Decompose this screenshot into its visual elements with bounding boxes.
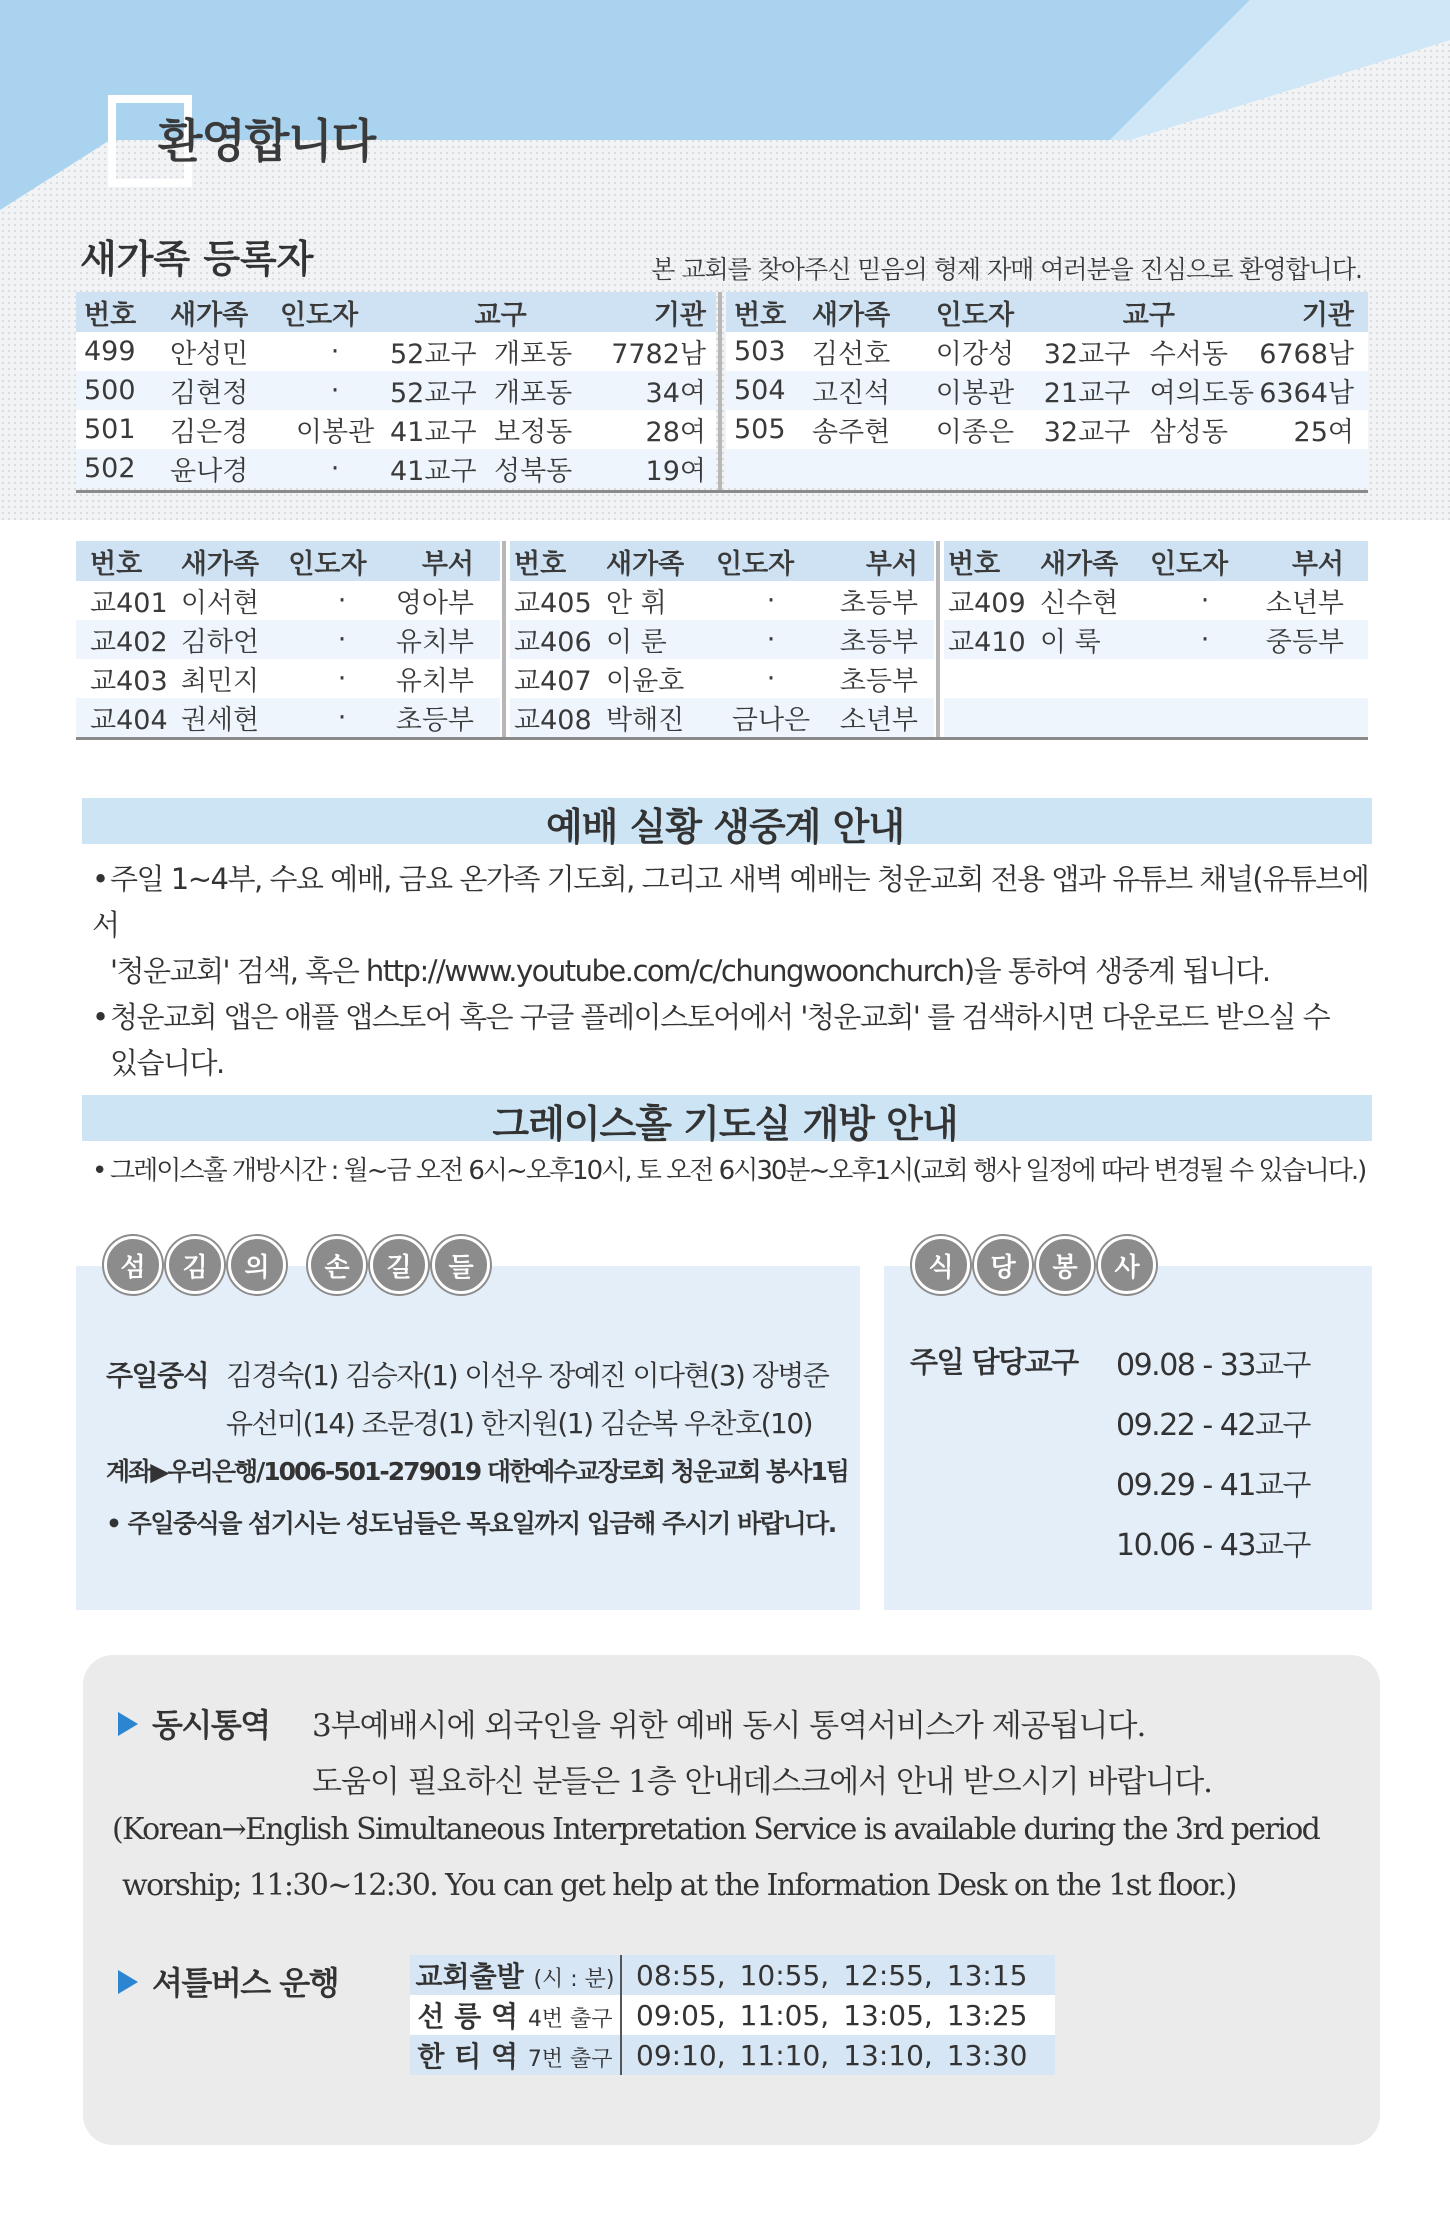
col-header: 교구 <box>390 292 611 332</box>
table-row: 501 김은경 이봉관 41교구 보정동 28여 <box>76 410 716 449</box>
badge-char: 식 <box>912 1236 970 1294</box>
youth-table-col1 <box>76 541 500 737</box>
table-row: 교410 이 룩 · 중등부 <box>944 620 1368 659</box>
col-header: 교구 <box>1044 292 1254 332</box>
serving-names-2: 유선미(14) 조문경(1) 한지원(1) 김순복 우찬호(10) <box>226 1407 813 1440</box>
serving-note: • 주일중식을 섬기시는 성도님들은 목요일까지 입금해 주시기 바랍니다. <box>106 1509 836 1538</box>
column-divider <box>502 541 506 737</box>
shuttle-stop-sub: (시 : 분) <box>533 1967 615 1992</box>
adult-table <box>76 292 1368 493</box>
col-header: 부서 <box>396 541 500 581</box>
youth-table <box>76 541 1368 740</box>
triangle-bullet-icon <box>118 1712 138 1736</box>
col-header: 기관 <box>611 292 716 332</box>
col-header: 부서 <box>826 541 934 581</box>
col-header: 인도자 <box>280 292 390 332</box>
table-row: 502 윤나경 · 41교구 성북동 19여 <box>76 449 716 488</box>
table-row: 교403 최민지 · 유치부 <box>76 659 500 698</box>
welcome-text: 본 교회를 찾아주신 믿음의 형제 자매 여러분을 진심으로 환영합니다. <box>651 255 1362 284</box>
shuttle-stop: 교회출발 <box>415 1960 524 1993</box>
cafeteria-schedule-item: 09.29 - 41교구 <box>1116 1468 1310 1503</box>
table-row: 505 송주현 이종은 32교구 삼성동 25여 <box>726 410 1368 449</box>
shuttle-label: 셔틀버스 운행 <box>152 1964 339 2002</box>
shuttle-stop: 한 티 역 <box>417 2040 519 2073</box>
broadcast-line: 주일 1~4부, 수요 예배, 금요 온가족 기도회, 그리고 새벽 예배는 청운교회 전용 앱과 유튜브 채널(유튜브에서 <box>92 862 1369 942</box>
badge-char: 봉 <box>1036 1236 1094 1294</box>
cafeteria-schedule-item: 09.22 - 42교구 <box>1116 1408 1310 1443</box>
broadcast-line: 있습니다. <box>110 1046 224 1080</box>
cafeteria-schedule-item: 10.06 - 43교구 <box>1116 1528 1310 1563</box>
table-row: 교408 박해진 금나은 소년부 <box>510 698 934 737</box>
shuttle-stop-sub: 4번 출구 <box>527 2007 613 2032</box>
table-row: 교404 권세현 · 초등부 <box>76 698 500 737</box>
col-header: 새가족 <box>181 541 288 581</box>
col-header: 번호 <box>76 541 181 581</box>
col-header: 번호 <box>944 541 1040 581</box>
table-row: 499 안성민 · 52교구 개포동 7782남 <box>76 332 716 371</box>
col-header: 인도자 <box>936 292 1044 332</box>
youth-table-col3 <box>944 541 1368 737</box>
page-title: 환영합니다 <box>158 114 376 168</box>
col-header: 인도자 <box>1150 541 1260 581</box>
table-row: 503 김선호 이강성 32교구 수서동 6768남 <box>726 332 1368 371</box>
broadcast-line: 청운교회 앱은 애플 앱스토어 혹은 구글 플레이스토어에서 '청운교회' 를 검색하시면 다운로드 받으실 수 <box>110 1000 1330 1034</box>
triangle-bullet-icon <box>118 1970 138 1994</box>
table-row: 교401 이서현 · 영아부 <box>76 581 500 620</box>
badge-char: 손 <box>308 1236 366 1294</box>
shuttle-stop-sub: 7번 출구 <box>527 2047 613 2072</box>
col-header: 새가족 <box>812 292 936 332</box>
col-header: 새가족 <box>606 541 716 581</box>
adult-table-right <box>726 292 1368 488</box>
badge-char: 섬 <box>104 1236 162 1294</box>
table-row <box>726 449 1368 488</box>
cafeteria-schedule-item: 09.08 - 33교구 <box>1116 1348 1310 1383</box>
column-divider <box>718 292 722 490</box>
badge-char: 사 <box>1098 1236 1156 1294</box>
col-header: 부서 <box>1260 541 1368 581</box>
serving-account: 계좌▶우리은행/1006-501-279019 대한예수교장로회 청운교회 봉사1팀 <box>106 1457 848 1486</box>
table-row: 교407 이윤호 · 초등부 <box>510 659 934 698</box>
table-row <box>944 659 1368 698</box>
interpretation-en1: (Korean→English Simultaneous Interpretation Service is available during the 3rd period <box>112 1812 1320 1847</box>
adult-table-left <box>76 292 716 488</box>
table-row: 504 고진석 이봉관 21교구 여의도동 6364남 <box>726 371 1368 410</box>
new-family-heading: 새가족 등록자 <box>80 237 314 281</box>
table-row: 500 김현정 · 52교구 개포동 34여 <box>76 371 716 410</box>
table-row: 교406 이 룬 · 초등부 <box>510 620 934 659</box>
badge-char: 당 <box>974 1236 1032 1294</box>
cafeteria-badges <box>912 1236 1156 1294</box>
badge-char: 의 <box>228 1236 286 1294</box>
prayer-text: • 그레이스홀 개방시간 : 월~금 오전 6시~오후10시, 토 오전 6시30분~오후1시(교회 행사 일정에 따라 변경될 수 있습니다.) <box>92 1156 1366 1186</box>
broadcast-text: •주일 1~4부, 수요 예배, 금요 온가족 기도회, 그리고 새벽 예배는 청운교회 전용 앱과 유튜브 채널(유튜브에서 '청운교회' 검색, 혹은 http://www.youtube.com/c/chungwoonchurch)을 통하여 생중계 됩니다. •청운교회 앱은 애플 앱스토어 혹은 구글 플레이스토어에서 '청운교회' 를 검색하시면 다운로드 받으실 수 있습니다. <box>92 856 1392 1086</box>
col-header: 인도자 <box>288 541 395 581</box>
broadcast-line: '청운교회' 검색, 혹은 http://www.youtube.com/c/chungwoonchurch)을 통하여 생중계 됩니다. <box>110 954 1270 988</box>
youth-table-col2 <box>510 541 934 737</box>
table-row: 교회출발 (시 : 분) 08:55, 10:55, 12:55, 13:15 <box>410 1955 1055 1995</box>
col-header: 번호 <box>726 292 812 332</box>
col-header: 기관 <box>1254 292 1368 332</box>
prayer-hours: 그레이스홀 개방시간 : 월~금 오전 6시~오후10시, 토 오전 6시30분~오후1시(교회 행사 일정에 따라 변경될 수 있습니다.) <box>110 1156 1366 1186</box>
table-row: 교402 김하언 · 유치부 <box>76 620 500 659</box>
table-row: 선 릉 역 4번 출구 09:05, 11:05, 13:05, 13:25 <box>410 1995 1055 2035</box>
interpretation-en2: worship; 11:30~12:30. You can get help at the Information Desk on the 1st floor.) <box>122 1868 1236 1903</box>
col-header: 인도자 <box>716 541 826 581</box>
badge-char: 들 <box>432 1236 490 1294</box>
col-header: 번호 <box>76 292 170 332</box>
column-divider <box>936 541 940 737</box>
serving-names-1: 김경숙(1) 김승자(1) 이선우 장예진 이다현(3) 장병준 <box>226 1359 829 1392</box>
serving-badges <box>104 1236 490 1294</box>
table-row: 한 티 역 7번 출구 09:10, 11:10, 13:10, 13:30 <box>410 2035 1055 2075</box>
interpretation-heading <box>118 1700 270 1746</box>
cafeteria-label: 주일 담당교구 <box>910 1345 1078 1379</box>
interpretation-line2: 도움이 필요하신 분들은 1층 안내데스크에서 안내 받으시기 바랍니다. <box>312 1764 1213 1800</box>
badge-char: 김 <box>166 1236 224 1294</box>
shuttle-heading <box>118 1958 338 2004</box>
broadcast-title: 예배 실황 생중계 안내 <box>545 805 905 849</box>
table-row: 교409 신수현 · 소년부 <box>944 581 1368 620</box>
interpretation-label: 동시통역 <box>152 1706 270 1744</box>
table-row: 교405 안 휘 · 초등부 <box>510 581 934 620</box>
col-header: 번호 <box>510 541 606 581</box>
col-header: 새가족 <box>170 292 280 332</box>
shuttle-stop: 선 릉 역 <box>417 2000 519 2033</box>
interpretation-line1: 3부예배시에 외국인을 위한 예배 동시 통역서비스가 제공됩니다. <box>312 1708 1146 1744</box>
table-row <box>944 698 1368 737</box>
badge-char: 길 <box>370 1236 428 1294</box>
prayer-title: 그레이스홀 기도실 개방 안내 <box>492 1102 958 1146</box>
shuttle-table <box>410 1955 1056 2075</box>
serving-label: 주일중식 <box>106 1359 209 1392</box>
col-header: 새가족 <box>1040 541 1150 581</box>
